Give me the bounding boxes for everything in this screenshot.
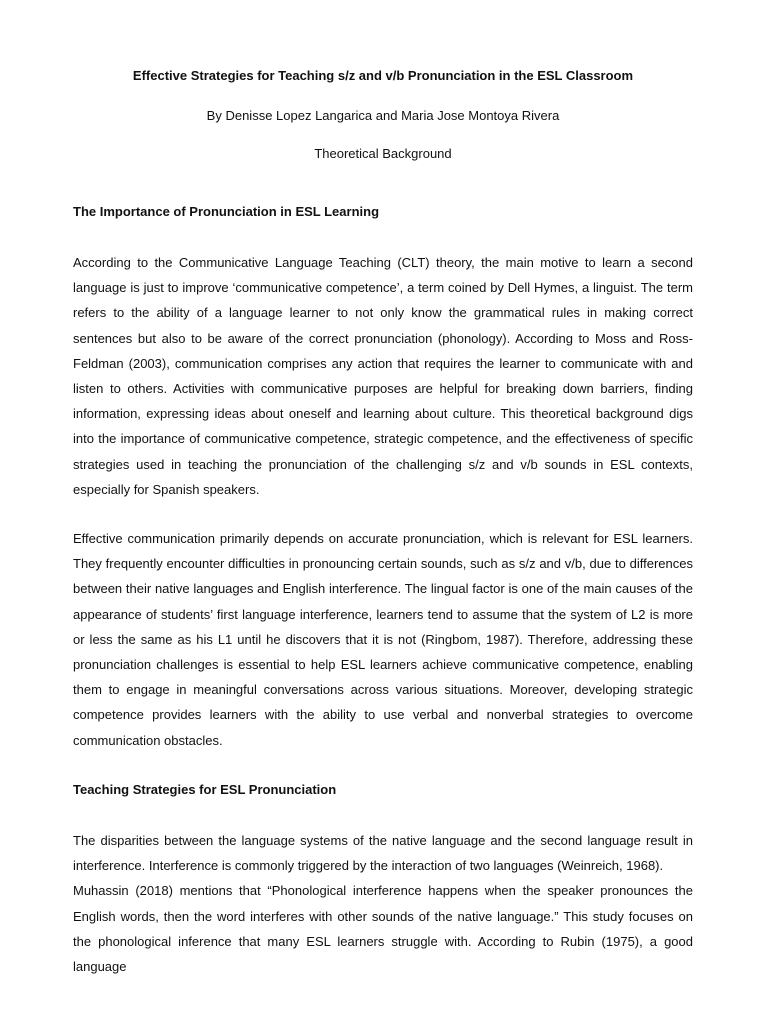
section-heading-importance: The Importance of Pronunciation in ESL Learning (73, 204, 380, 219)
document-title: Effective Strategies for Teaching s/z and v/b Pronunciation in the ESL Classroom (132, 68, 634, 83)
paragraph-interference-line: The disparities between the language systems of the native language and the second language result in interference. Interference is commonly triggered by the interaction of two languages (Weinreich, 1968). (73, 833, 693, 874)
document-subheading: Theoretical Background (314, 146, 452, 161)
section-heading-teaching-strategies: Teaching Strategies for ESL Pronunciation (73, 782, 337, 797)
document-authors: By Denisse Lopez Langarica and Maria Jose Montoya Rivera (206, 108, 560, 123)
paragraph-muhassin: Muhassin (2018) mentions that “Phonological interference happens when the speaker pronounces the English words, then the word interferes with other sounds of the native language.” This study focuses on the phonological inference that many ESL learners struggle with. According to Rubin (1975), a good language (73, 883, 693, 975)
paragraph-clt-theory: According to the Communicative Language Teaching (CLT) theory, the main motive to learn a second language is just to improve ‘communicative competence’, a term coined by Dell Hymes, a linguist. The term refers to the ability of a language learner to not only know the grammatical rules in making correct sentences but also to be aware of the correct pronunciation (phonology). According to Moss and Ross-Feldman (2003), communication comprises any action that requires the learner to communicate with and listen to others. Activities with communicative purposes are helpful for breaking down barriers, finding information, expressing ideas about oneself and learning about culture. This theoretical background digs into the importance of communicative competence, strategic competence, and the effectiveness of specific strategies used in teaching the pronunciation of the challenging s/z and v/b sounds in ESL contexts, especially for Spanish speakers. (73, 255, 693, 497)
paragraph-effective-communication: Effective communication primarily depends on accurate pronunciation, which is relevant for ESL learners. They frequently encounter difficulties in pronouncing certain sounds, such as s/z and v/b, due to differences between their native languages and English interference. The lingual factor is one of the main causes of the appearance of students’ first language interference, learners tend to assume that the system of L2 is more or less the same as his L1 until he discovers that it is not (Ringbom, 1987). Therefore, addressing these pronunciation challenges is essential to help ESL learners achieve communicative competence, enabling them to engage in meaningful conversations across various situations. Moreover, developing strategic competence provides learners with the ability to use verbal and nonverbal strategies to overcome communication obstacles. (73, 531, 693, 748)
paragraph-interference (73, 828, 693, 979)
